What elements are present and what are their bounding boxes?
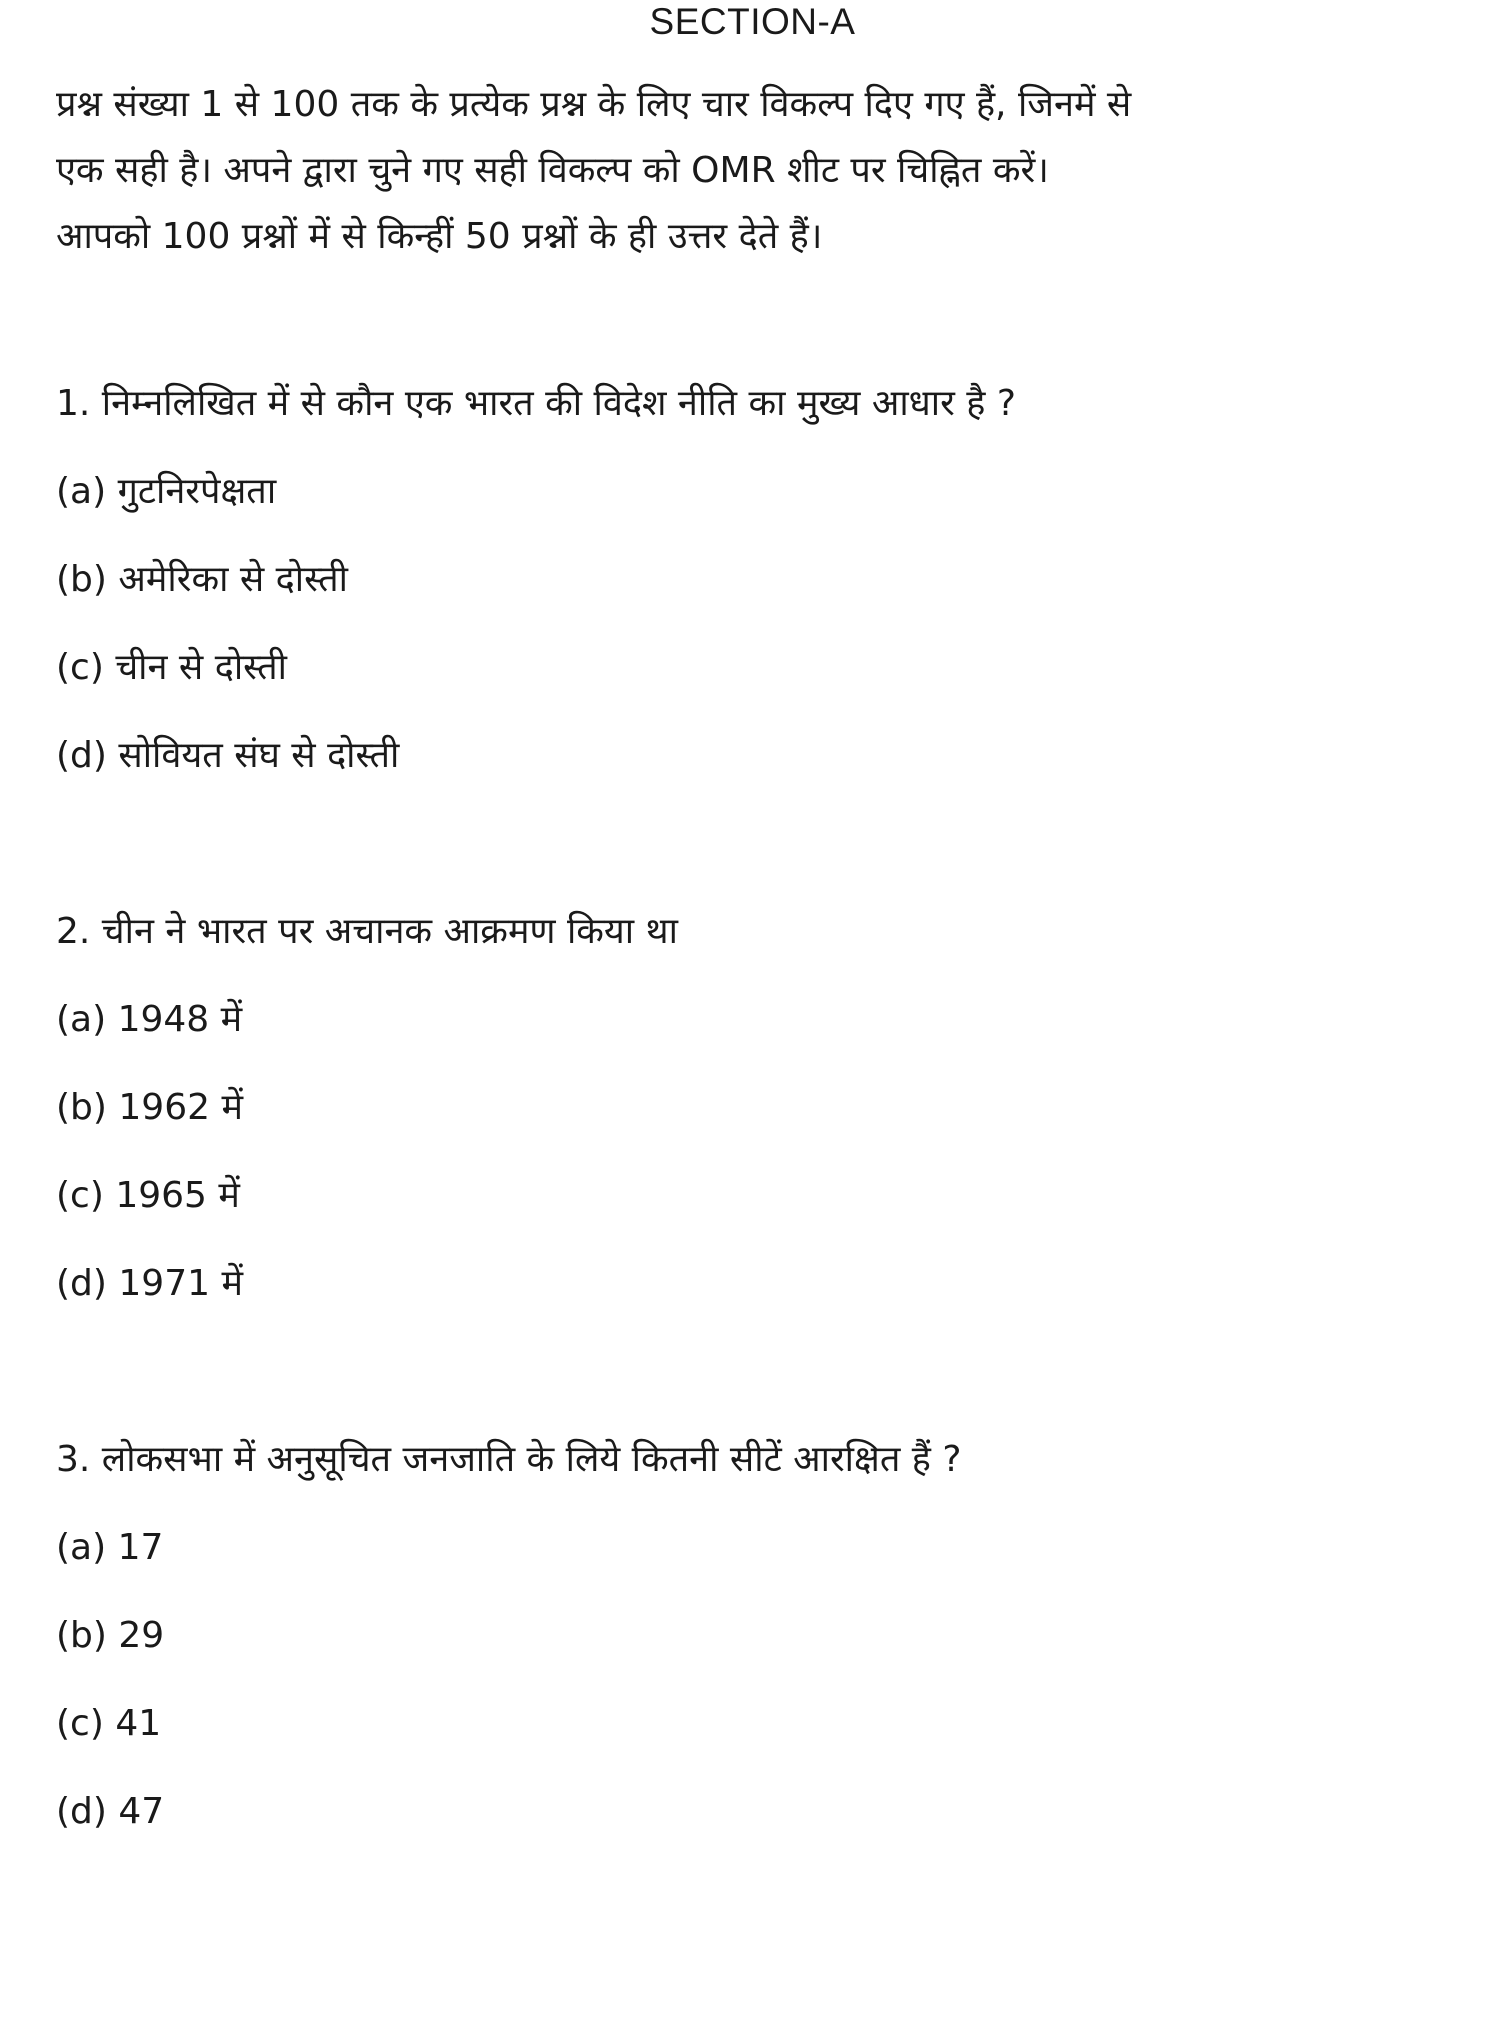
option-d: (d) 1971 में [56,1263,243,1304]
instructions-block [56,72,1446,270]
instruction-line: आपको 100 प्रश्नों में से किन्हीं 50 प्रश्नों के ही उत्तर देते हैं। [56,216,823,257]
option-c: (c) चीन से दोस्ती [56,647,288,688]
instruction-line: प्रश्न संख्या 1 से 100 तक के प्रत्येक प्रश्न के लिए चार विकल्प दिए गए हैं, जिनमें से [56,84,1132,125]
question-text: 3. लोकसभा में अनुसूचित जनजाति के लिये कितनी सीटें आरक्षित हैं ? [56,1439,962,1480]
option-a: (a) 1948 में [56,999,243,1040]
option-d: (d) 47 [56,1791,165,1832]
option-c: (c) 1965 में [56,1175,240,1216]
question-text: 2. चीन ने भारत पर अचानक आक्रमण किया था [56,911,678,952]
instruction-line: एक सही है। अपने द्वारा चुने गए सही विकल्प को OMR शीट पर चिह्नित करें। [56,150,1049,191]
option-c: (c) 41 [56,1703,162,1744]
section-title: SECTION-A [649,1,856,42]
question-text: 1. निम्नलिखित में से कौन एक भारत की विदेश नीति का मुख्य आधार है ? [56,383,1016,424]
option-b: (b) अमेरिका से दोस्ती [56,559,348,600]
question-3 [56,1434,1456,1838]
question-1 [56,378,1456,782]
option-b: (b) 1962 में [56,1087,243,1128]
option-b: (b) 29 [56,1615,165,1656]
option-d: (d) सोवियत संघ से दोस्ती [56,735,400,776]
option-a: (a) गुटनिरपेक्षता [56,471,277,512]
question-2 [56,906,1456,1310]
option-a: (a) 17 [56,1527,164,1568]
